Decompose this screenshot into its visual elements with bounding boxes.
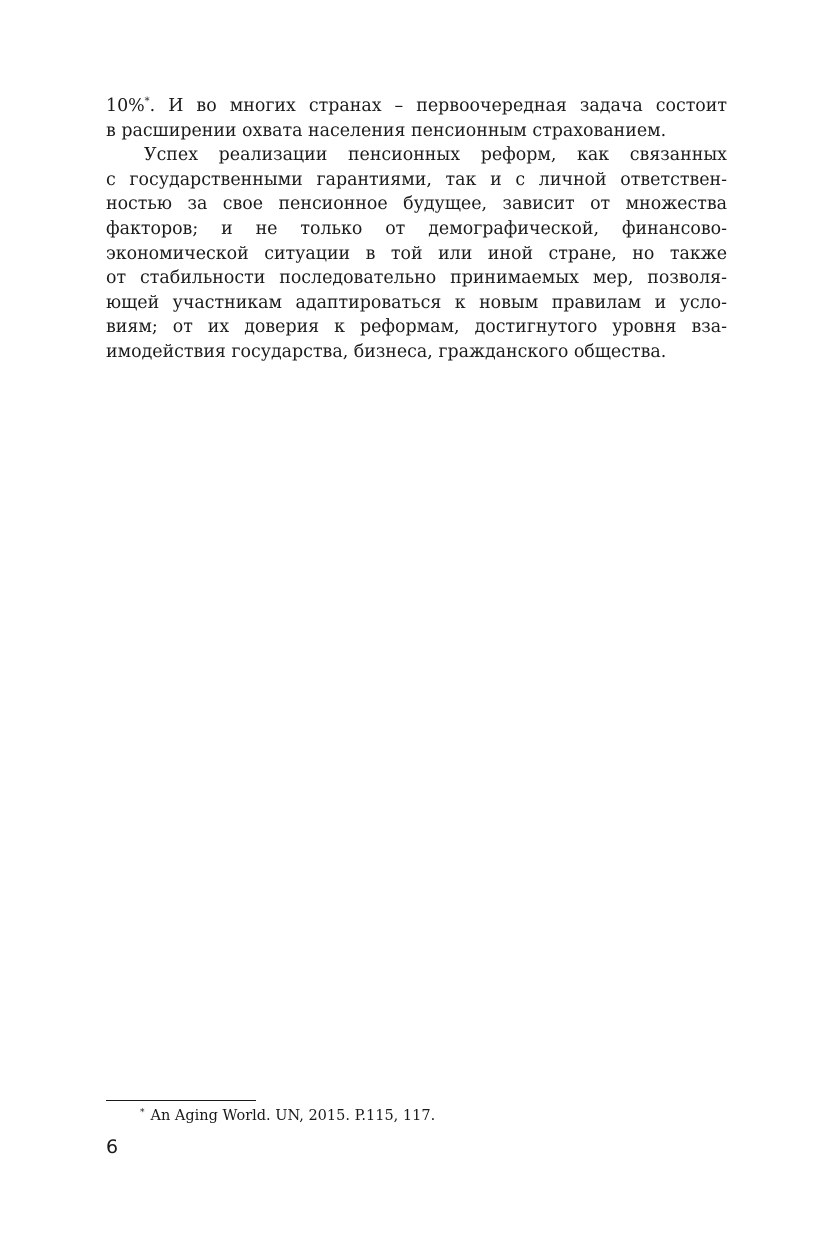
paragraph-2-line-8: виям; от их доверия к реформам, достигнутого уровня вза- [106,317,727,338]
paragraph-2-line-9: имодействия государства, бизнеса, гражданского общества. [106,341,667,362]
paragraph-2-line-1: Успех реализации пенсионных реформ, как связанных [144,145,727,166]
page-number: 6 [106,1136,119,1158]
percent-value: 10% [106,96,145,116]
footnote-mark: * [140,1108,145,1118]
main-text [106,94,727,365]
paragraph-1-line-2: в расширении охвата населения пенсионным страхованием. [106,120,667,141]
paragraph-2-line-5: экономической ситуации в той или иной стране, но также [106,243,727,264]
paragraph-2-line-4: факторов; и не только от демографической, финансово- [106,218,727,239]
paragraph-1-line-1 [106,94,727,119]
paragraph-2-line-6: от стабильности последовательно принимаемых мер, позволя- [106,268,727,289]
footnote-divider [106,1100,256,1101]
paragraph-1-line-1-text: . И во многих странах – первоочередная задача состоит [149,96,727,116]
paragraph-2-line-2: с государственными гарантиями, так и с личной ответствен- [106,169,727,190]
footnote-text: An Aging World. UN, 2015. P.115, 117. [150,1108,436,1124]
paragraph-2-line-7: ющей участникам адаптироваться к новым правилам и усло- [106,292,727,313]
paragraph-2-line-3: ностью за свое пенсионное будущее, зависит от множества [106,194,727,215]
footnote-reference: * [144,96,150,107]
footnote [140,1106,435,1126]
